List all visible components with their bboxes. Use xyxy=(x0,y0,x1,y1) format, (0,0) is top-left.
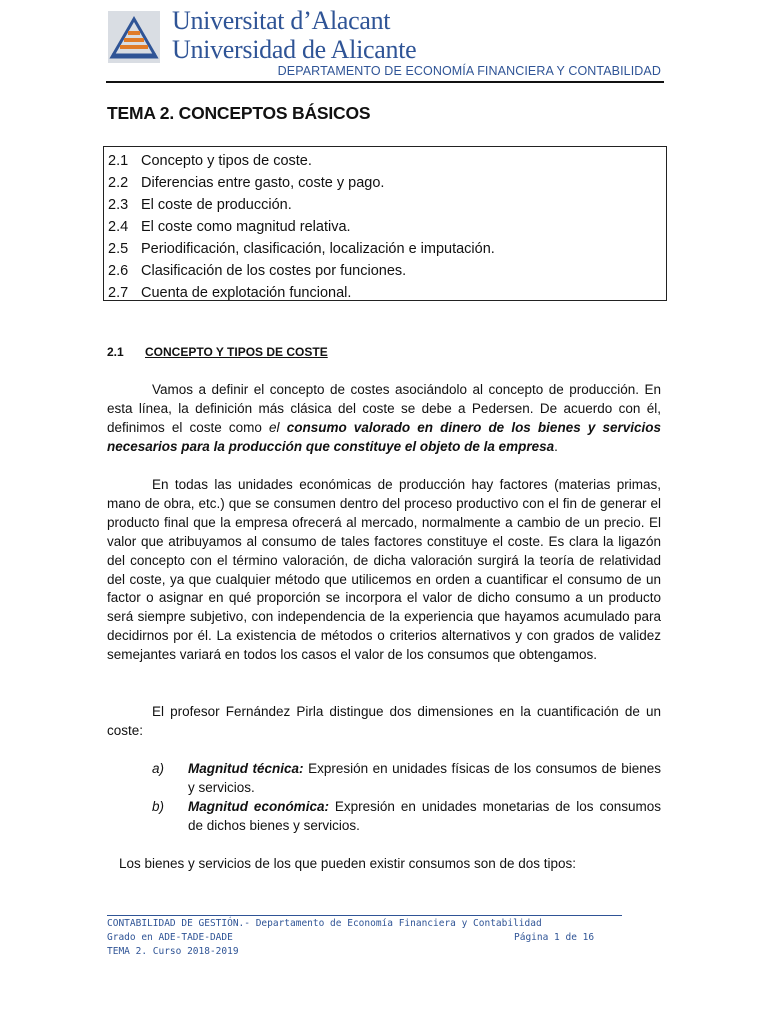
header-divider xyxy=(106,81,664,83)
list-term: Magnitud económica: xyxy=(188,799,329,814)
toc-title: Cuenta de explotación funcional. xyxy=(141,285,352,301)
toc-title: Concepto y tipos de coste. xyxy=(141,153,312,169)
page-number: Página 1 de 16 xyxy=(514,932,595,943)
footer-divider xyxy=(107,915,622,916)
toc-number: 2.2 xyxy=(108,175,129,191)
toc-item xyxy=(104,216,666,238)
paragraph-factors: En todas las unidades económicas de producción hay factores (materias primas, mano de obra, etc.) que se consumen dentro del proceso productivo con el fin de generar el producto final que la empresa ofrecerá al mercado, normalmente a cambio de un precio. El valor que atribuyamos al consumo de tales factores constituye el coste. Es clara la ligazón del concepto con el término valoración, de dicha valoración surgirá la teoría de relatividad del coste, ya que cualquier método que utilicemos en orden a cuantificar el consumo de un factor o asignar en qué proporción se incorpora el valor de dicho consumo a un producto será siempre subjetivo, con independencia de la experiencia que hayamos acumulado para decidirnos por él. La existencia de métodos o criterios alternativos y con grados de validez semejantes variará en todos los casos el valor de los consumos que obtengamos. xyxy=(107,477,661,663)
toc-title: Clasificación de los costes por funciones. xyxy=(141,263,407,279)
section-title: CONCEPTO Y TIPOS DE COSTE xyxy=(145,345,328,359)
list-text: Expresión en unidades monetarias de los consumos de dichos bienes y servicios. xyxy=(188,799,661,833)
toc-item xyxy=(104,282,666,304)
list-term: Magnitud técnica: xyxy=(188,761,304,776)
toc-number: 2.6 xyxy=(108,263,129,279)
university-name-valencian: Universitat d’Alacant xyxy=(172,6,391,35)
toc-title: El coste como magnitud relativa. xyxy=(141,219,351,235)
toc-item xyxy=(104,194,666,216)
page-title: TEMA 2. CONCEPTOS BÁSICOS xyxy=(107,103,371,123)
paragraph-definition xyxy=(107,381,661,457)
department-name: DEPARTAMENTO DE ECONOMÍA FINANCIERA Y CONTABILIDAD xyxy=(277,64,661,78)
section-number: 2.1 xyxy=(107,345,124,359)
toc-number: 2.7 xyxy=(108,285,129,301)
list-item xyxy=(152,760,661,798)
toc-item xyxy=(104,238,666,260)
toc-number: 2.1 xyxy=(108,153,129,169)
paragraph-emphasis: el xyxy=(269,419,287,435)
university-name-spanish: Universidad de Alicante xyxy=(172,35,417,64)
list-text: Expresión en unidades físicas de los consumos de bienes y servicios. xyxy=(188,761,661,795)
list-item xyxy=(152,798,661,836)
paragraph-text: Vamos a definir el concepto de costes asociándolo al concepto de producción. En esta línea, la definición más clásica del coste se debe a Pedersen. De acuerdo con él, definimos el coste como xyxy=(107,382,661,435)
toc-item xyxy=(104,150,666,172)
footer-degree: Grado en ADE-TADE-DADE xyxy=(107,932,233,943)
paragraph-text: . xyxy=(554,438,558,454)
footer-tema: TEMA 2. Curso 2018-2019 xyxy=(107,946,239,957)
toc-number: 2.4 xyxy=(108,219,129,235)
toc-number: 2.3 xyxy=(108,197,129,213)
toc-item xyxy=(104,172,666,194)
table-of-contents xyxy=(103,146,667,301)
toc-title: El coste de producción. xyxy=(141,197,292,213)
list-marker: a) xyxy=(152,761,165,776)
paragraph-dimensions: El profesor Fernández Pirla distingue dos dimensiones en la cuantificación de un coste: xyxy=(107,704,661,738)
toc-item xyxy=(104,260,666,282)
toc-title: Diferencias entre gasto, coste y pago. xyxy=(141,175,385,191)
paragraph-types: Los bienes y servicios de los que pueden existir consumos son de dos tipos: xyxy=(119,856,577,871)
list-marker: b) xyxy=(152,799,165,814)
definition-highlight: consumo valorado en dinero de los bienes y servicios necesarios para la producción que constituye el objeto de la empresa xyxy=(107,419,661,454)
toc-number: 2.5 xyxy=(108,241,129,257)
footer-course: CONTABILIDAD DE GESTIÓN.- Departamento de Economía Financiera y Contabilidad xyxy=(107,918,542,929)
university-logo-icon xyxy=(108,11,160,63)
toc-title: Periodificación, clasificación, localización e imputación. xyxy=(141,241,495,257)
